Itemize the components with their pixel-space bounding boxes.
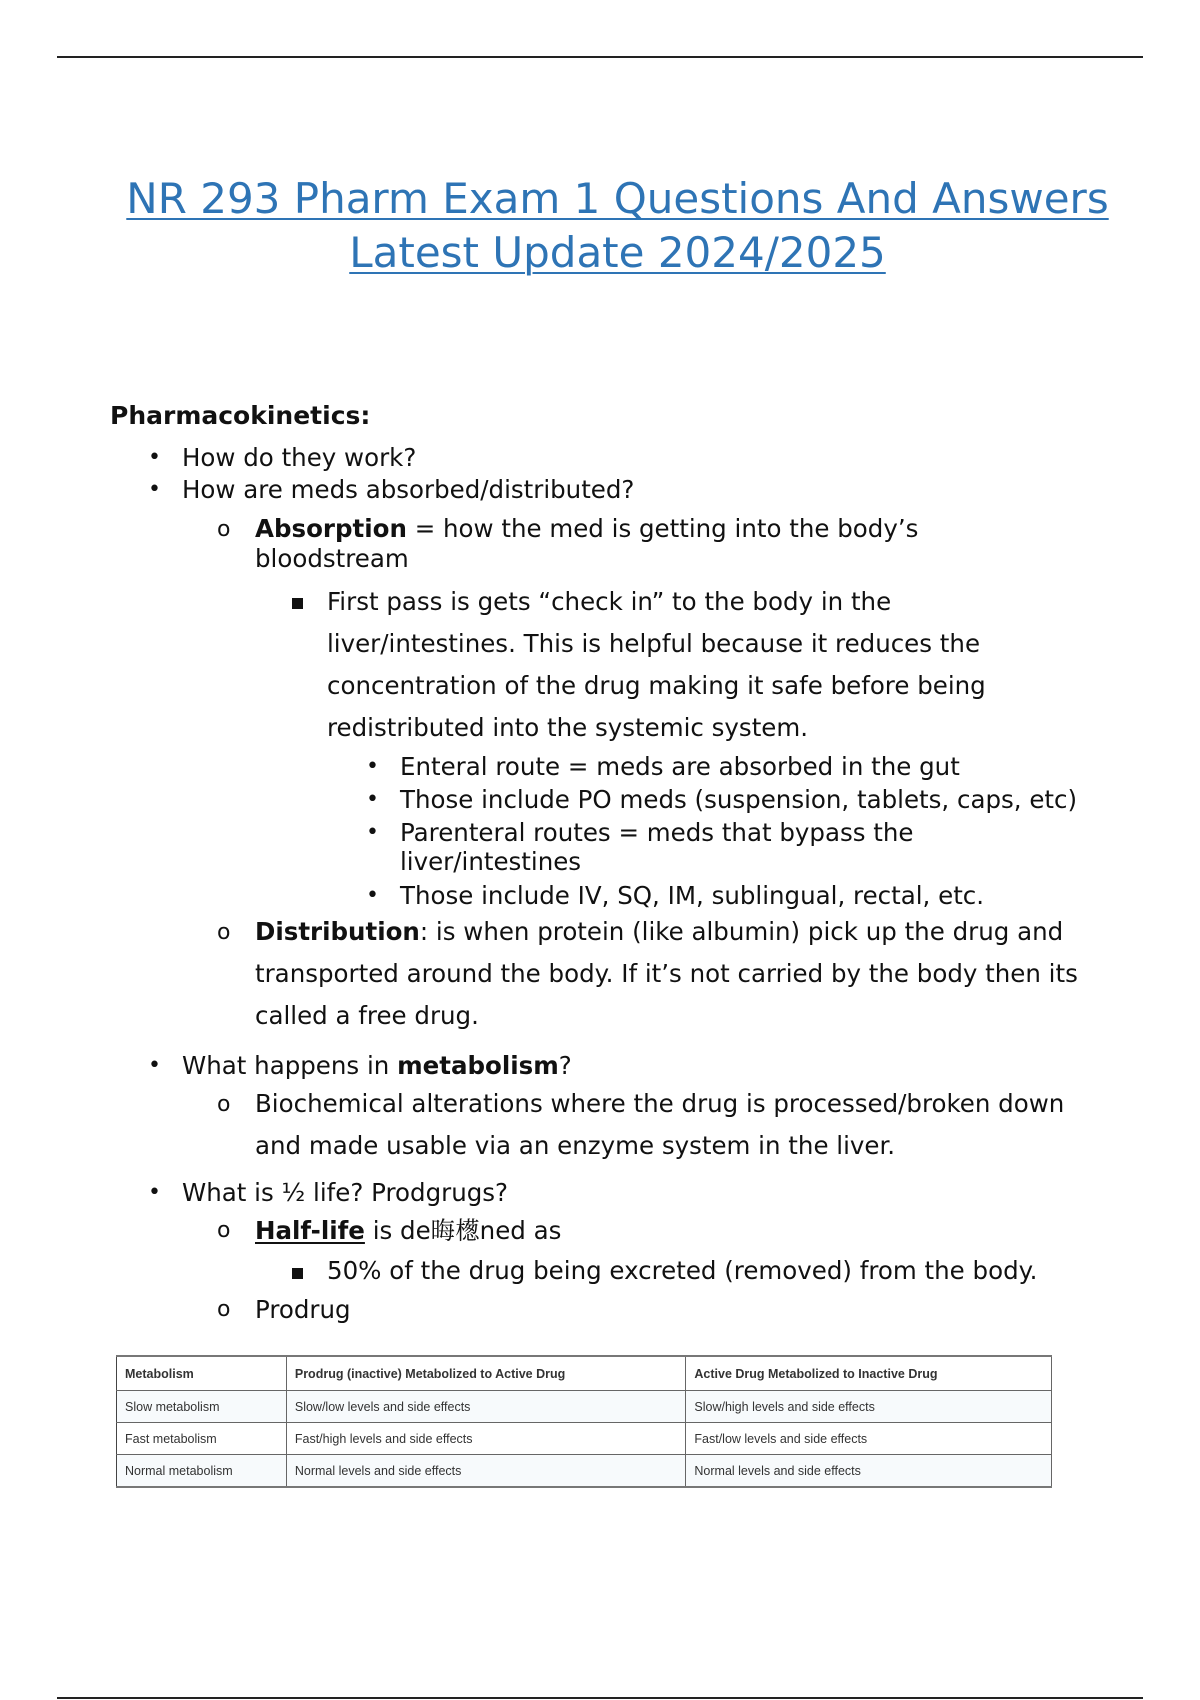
table-cell: Fast/high levels and side effects [286,1423,686,1455]
top-rule [57,56,1143,58]
metabolism-table [116,1355,1052,1488]
table-cell: Slow/high levels and side effects [686,1391,1052,1423]
square-bullet [292,1268,303,1279]
metabolism-term: metabolism [397,1051,559,1080]
table-cell: Fast/low levels and side effects [686,1423,1052,1455]
bullet-how-they-work: How do they work? [182,443,417,472]
square-bullet [292,598,303,609]
sub-marker: o [217,1297,231,1322]
section-heading: Pharmacokinetics: [110,401,371,430]
absorption-text: = how the med is getting into the body’s bloodstream [255,514,919,573]
bullet-marker: • [366,787,379,812]
sub-marker: o [217,920,231,945]
table-header-cell: Metabolism [117,1356,287,1391]
po-meds-item: Those include PO meds (suspension, tablets, caps, etc) [400,785,1078,814]
bullet-marker: • [366,820,379,845]
half-life-item [255,1216,561,1246]
metabolism-suffix: ? [558,1051,572,1080]
sub-marker: o [217,1218,231,1243]
distribution-item [255,911,1095,1037]
distribution-term: Distribution [255,917,420,946]
table-cell: Normal metabolism [117,1455,287,1488]
absorption-term: Absorption [255,514,407,543]
table-header-cell: Active Drug Metabolized to Inactive Drug [686,1356,1052,1391]
prodrug-item: Prodrug [255,1295,351,1324]
table-cell: Normal levels and side effects [686,1455,1052,1488]
enteral-route-item: Enteral route = meds are absorbed in the gut [400,752,960,781]
table-row [117,1423,1052,1455]
biochemical-item: Biochemical alterations where the drug is processed/broken down and made usable via an enzyme system in the liver. [255,1089,1065,1160]
document-title[interactable] [60,172,1175,280]
bullet-absorbed-distributed: How are meds absorbed/distributed? [182,475,635,504]
bullet-marker: • [366,754,379,779]
parenteral-route-item: Parenteral routes = meds that bypass the liver/intestines [400,818,914,876]
absorption-item [255,514,1075,574]
table-header-row [117,1356,1052,1391]
sub-marker: o [217,1092,231,1117]
distribution-text: : is when protein (like albumin) pick up the drug and transported around the body. If it’s not carried by the body then its called a free drug. [255,917,1078,1030]
title-line-2[interactable]: Latest Update 2024/2025 [349,228,886,277]
bullet-marker: • [148,477,161,502]
half-life-text: is de晦檧ned as [364,1216,562,1245]
table-cell: Normal levels and side effects [286,1455,686,1488]
sub-marker: o [217,517,231,542]
table-row [117,1455,1052,1488]
table-cell: Fast metabolism [117,1423,287,1455]
first-pass-item: First pass is gets “check in” to the body in the liver/intestines. This is helpful because it reduces the concentration of the drug making it safe before being redistributed into the systemic system. [327,587,986,742]
bullet-marker: • [148,445,161,470]
table-cell: Slow/low levels and side effects [286,1391,686,1423]
bullet-marker: • [148,1053,161,1078]
table-header-cell: Prodrug (inactive) Metabolized to Active Drug [286,1356,686,1391]
iv-routes-item: Those include IV, SQ, IM, sublingual, rectal, etc. [400,881,985,910]
metabolism-prefix: What happens in [182,1051,398,1080]
title-line-1[interactable]: NR 293 Pharm Exam 1 Questions And Answers [126,174,1109,223]
bullet-metabolism [182,1051,572,1081]
table-cell: Slow metabolism [117,1391,287,1423]
bottom-rule [57,1697,1143,1699]
half-life-term: Half-life [255,1216,365,1245]
bullet-marker: • [148,1180,161,1205]
fifty-percent-item: 50% of the drug being excreted (removed) from the body. [327,1256,1038,1285]
bullet-marker: • [366,883,379,908]
bullet-half-life-question: What is ½ life? Prodgrugs? [182,1178,509,1207]
table-row [117,1391,1052,1423]
